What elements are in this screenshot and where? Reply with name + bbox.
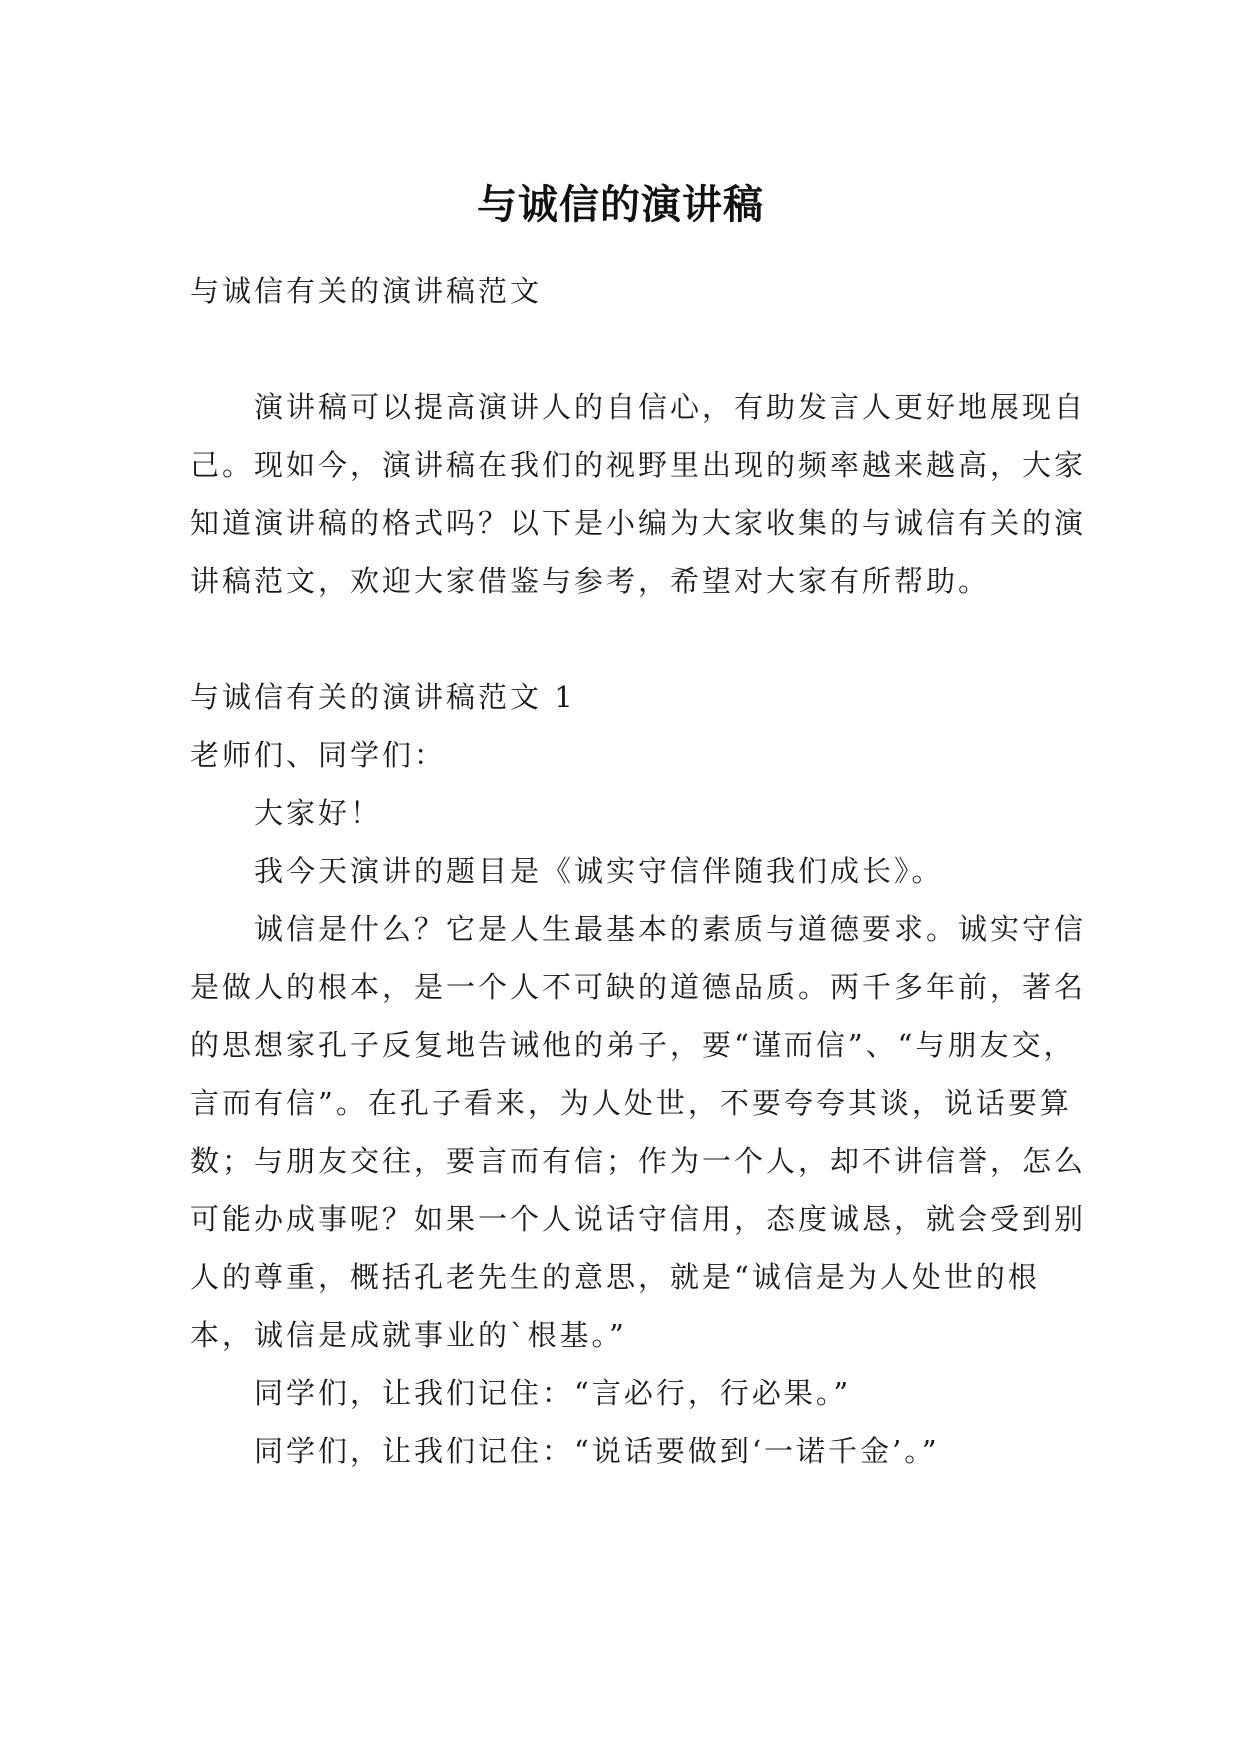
body-paragraph: 诚信是什么？它是人生最基本的素质与道德要求。诚实守信是做人的根本，是一个人不可缺的道德品质。两千多年前，著名的思想家孔子反复地告诫他的弟子，要“谨而信”、“与朋友交，言而有信”。在孔子看来，为人处世，不要夸夸其谈，说话要算数；与朋友交往，要言而有信；作为一个人，却不讲信誉，怎么可能办成事呢？如果一个人说话守信用，态度诚恳，就会受到别人的尊重，概括孔老先生的意思，就是“诚信是为人处世的根本，诚信是成就事业的`根基。” — [190, 912, 1087, 1352]
intro-paragraph: 演讲稿可以提高演讲人的自信心，有助发言人更好地展现自己。现如今，演讲稿在我们的视野里出现的频率越来越高，大家知道演讲稿的格式吗？以下是小编为大家收集的与诚信有关的演讲稿范文，欢迎大家借鉴与参考，希望对大家有所帮助。 — [190, 390, 1087, 598]
remember-paragraph-2: 同学们，让我们记住：“说话要做到‘一诺千金’。” — [254, 1434, 940, 1468]
spacer — [190, 320, 1090, 378]
remember-paragraph-1: 同学们，让我们记住：“言必行，行必果。” — [254, 1376, 852, 1410]
spacer — [190, 610, 1090, 668]
subtitle: 与诚信有关的演讲稿范文 — [190, 274, 543, 308]
topic-paragraph: 我今天演讲的题目是《诚实守信伴随我们成长》。 — [254, 854, 944, 888]
salutation: 老师们、同学们： — [190, 738, 447, 772]
greeting: 大家好！ — [254, 796, 383, 830]
document-content — [190, 262, 1090, 1480]
section-heading: 与诚信有关的演讲稿范文 1 — [190, 680, 576, 714]
document-title: 与诚信的演讲稿 — [477, 181, 764, 228]
